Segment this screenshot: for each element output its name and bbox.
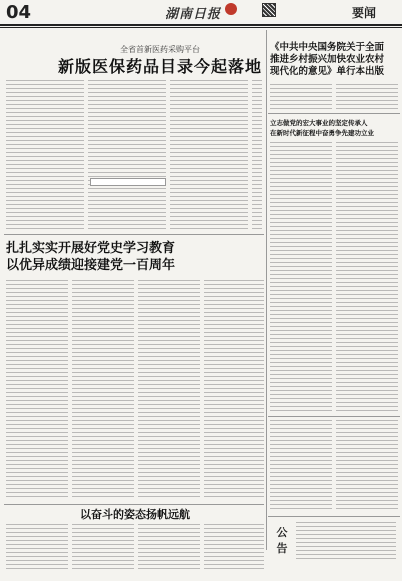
notice-title [272, 524, 292, 556]
article5-headline: 以奋斗的姿态扬帆远航 [80, 508, 190, 521]
article2-headline-line2: 以优异成绩迎接建党一百周年 [6, 258, 176, 273]
qr-code-icon [262, 3, 276, 17]
article5-body-col3 [138, 524, 200, 570]
header-rule-thin [0, 27, 402, 28]
header-rule [0, 24, 402, 26]
article3-divider [268, 113, 400, 114]
page-number: 04 [6, 2, 32, 23]
article5-body-col4 [204, 524, 264, 570]
article4-divider [268, 416, 400, 417]
article1-body-col2 [88, 80, 166, 230]
newspaper-logo-icon [225, 3, 237, 15]
article3-body-col2 [336, 84, 398, 110]
article3-headline-line3: 现代化的意见》单行本出版 [270, 66, 385, 77]
article1-body-col4 [252, 80, 262, 230]
notice-char-1: 公 [276, 526, 288, 539]
article2-headline-line1: 扎扎实实开展好党史学习教育 [6, 241, 176, 256]
article2-headline [6, 240, 264, 274]
article1-headline: 新版医保药品目录今起落地 [57, 57, 262, 76]
article2-body-col1 [6, 280, 68, 500]
article3-headline [270, 42, 400, 78]
article1-subhead-box [90, 178, 166, 186]
notice-divider [268, 516, 400, 517]
notice-char-2: 告 [276, 542, 288, 555]
article5-body-col2 [72, 524, 134, 570]
article3-body-col1 [270, 84, 332, 110]
article1-body-col1 [6, 80, 84, 230]
article2-body-col2 [72, 280, 134, 500]
article4-headline-line2: 在新时代新征程中奋勇争先建功立业 [270, 129, 374, 137]
article1-kicker: 全省首新医药采购平台 [120, 45, 200, 54]
article3-headline-line2: 推进乡村振兴加快农业农村 [270, 54, 385, 65]
article6-body-col2 [336, 420, 398, 512]
article6-body-col1 [270, 420, 332, 512]
masthead: 湖南日报 [165, 7, 222, 22]
article1-body-col3 [170, 80, 248, 230]
article1-bottom-rule [4, 234, 264, 235]
article4-body-col2 [336, 142, 398, 412]
section-tag: 要闻 [352, 6, 377, 20]
notice-body [296, 522, 396, 562]
article2-body-col4 [204, 280, 264, 500]
article5-body-col1 [6, 524, 68, 570]
article4-headline [270, 118, 400, 138]
article3-headline-line1: 《中共中央国务院关于全面 [270, 42, 385, 53]
article4-body-col1 [270, 142, 332, 412]
article4-headline-line1: 立志做党的宏大事业的坚定传承人 [270, 119, 368, 127]
article2-body-col3 [138, 280, 200, 500]
article2-bottom-rule [4, 504, 264, 505]
column-divider [266, 30, 267, 550]
